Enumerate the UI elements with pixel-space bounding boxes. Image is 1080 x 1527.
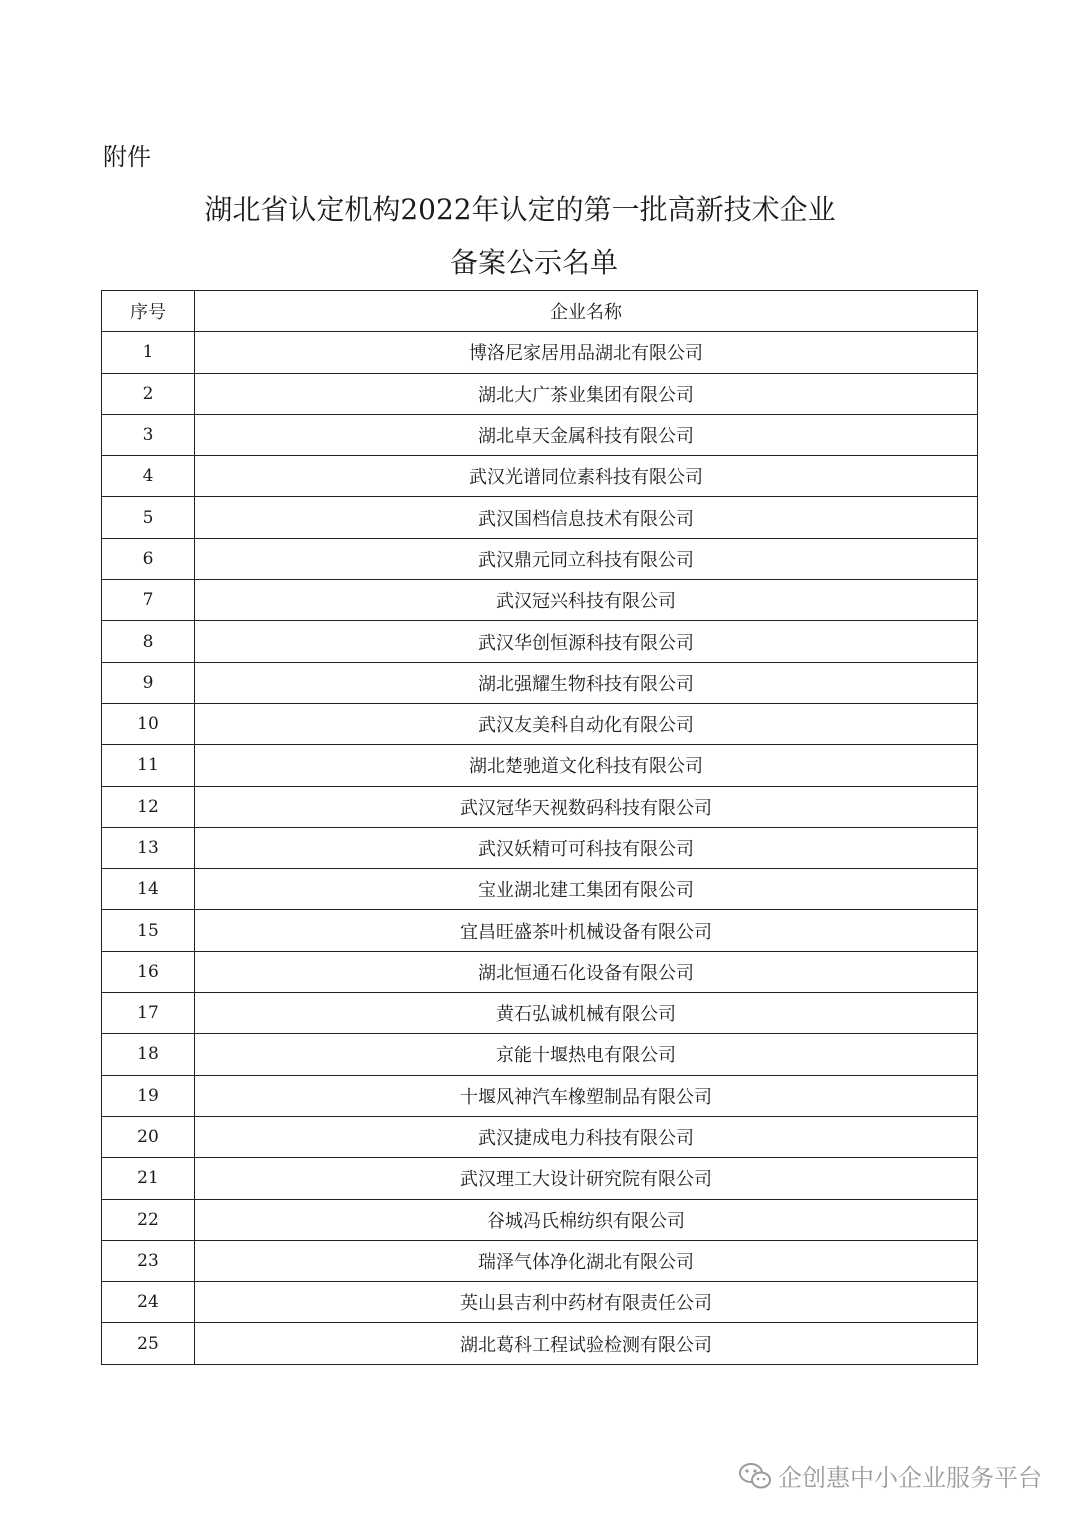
table-row (102, 703, 978, 744)
table-row (102, 1158, 978, 1199)
row-company-name: 武汉捷成电力科技有限公司 (195, 1116, 978, 1157)
row-company-name: 武汉冠华天视数码科技有限公司 (195, 786, 978, 827)
row-index: 11 (102, 745, 195, 786)
row-company-name: 武汉光谱同位素科技有限公司 (195, 456, 978, 497)
watermark-text: 企创惠中小企业服务平台 (778, 1464, 1042, 1492)
table-row (102, 745, 978, 786)
watermark (738, 1458, 1042, 1493)
column-header-name: 企业名称 (195, 291, 978, 332)
table-row (102, 332, 978, 373)
table-row (102, 621, 978, 662)
row-index: 22 (102, 1199, 195, 1240)
table-row (102, 662, 978, 703)
row-index: 4 (102, 456, 195, 497)
row-index: 25 (102, 1323, 195, 1364)
row-company-name: 武汉妖精可可科技有限公司 (195, 827, 978, 868)
row-company-name: 京能十堰热电有限公司 (195, 1034, 978, 1075)
row-index: 8 (102, 621, 195, 662)
row-company-name: 武汉国档信息技术有限公司 (195, 497, 978, 538)
row-index: 13 (102, 827, 195, 868)
table-row (102, 786, 978, 827)
table-row (102, 414, 978, 455)
row-index: 2 (102, 373, 195, 414)
row-company-name: 湖北楚驰道文化科技有限公司 (195, 745, 978, 786)
row-company-name: 湖北卓天金属科技有限公司 (195, 414, 978, 455)
row-index: 9 (102, 662, 195, 703)
row-company-name: 十堰风神汽车橡塑制品有限公司 (195, 1075, 978, 1116)
row-index: 20 (102, 1116, 195, 1157)
wechat-icon (738, 1462, 772, 1490)
attachment-label: 附件 (103, 143, 151, 171)
document-title-line-2: 备案公示名单 (449, 246, 618, 279)
row-index: 16 (102, 951, 195, 992)
table-row (102, 869, 978, 910)
row-index: 17 (102, 993, 195, 1034)
table-row (102, 1282, 978, 1323)
row-index: 24 (102, 1282, 195, 1323)
row-index: 7 (102, 580, 195, 621)
row-index: 18 (102, 1034, 195, 1075)
table-row (102, 373, 978, 414)
row-index: 1 (102, 332, 195, 373)
enterprise-table (101, 290, 978, 1365)
row-company-name: 谷城冯氏棉纺织有限公司 (195, 1199, 978, 1240)
table-row (102, 993, 978, 1034)
table-row (102, 1323, 978, 1364)
table-row (102, 1075, 978, 1116)
row-company-name: 湖北大广茶业集团有限公司 (195, 373, 978, 414)
row-index: 3 (102, 414, 195, 455)
table-header-row (102, 291, 978, 332)
document-title-line-1: 湖北省认定机构2022年认定的第一批高新技术企业 (204, 193, 836, 226)
table-row (102, 1116, 978, 1157)
row-index: 6 (102, 538, 195, 579)
row-company-name: 武汉华创恒源科技有限公司 (195, 621, 978, 662)
row-company-name: 黄石弘诚机械有限公司 (195, 993, 978, 1034)
table-row (102, 1199, 978, 1240)
row-company-name: 武汉友美科自动化有限公司 (195, 703, 978, 744)
table-row (102, 497, 978, 538)
row-index: 23 (102, 1240, 195, 1281)
table-row (102, 1240, 978, 1281)
row-company-name: 湖北葛科工程试验检测有限公司 (195, 1323, 978, 1364)
row-index: 15 (102, 910, 195, 951)
row-index: 12 (102, 786, 195, 827)
row-company-name: 宝业湖北建工集团有限公司 (195, 869, 978, 910)
row-company-name: 博洛尼家居用品湖北有限公司 (195, 332, 978, 373)
table-row (102, 827, 978, 868)
table-body (102, 332, 978, 1364)
table-row (102, 1034, 978, 1075)
row-index: 14 (102, 869, 195, 910)
row-company-name: 湖北强耀生物科技有限公司 (195, 662, 978, 703)
row-index: 10 (102, 703, 195, 744)
table-row (102, 538, 978, 579)
row-company-name: 武汉鼎元同立科技有限公司 (195, 538, 978, 579)
row-company-name: 宜昌旺盛茶叶机械设备有限公司 (195, 910, 978, 951)
table-row (102, 456, 978, 497)
row-index: 21 (102, 1158, 195, 1199)
column-header-index: 序号 (102, 291, 195, 332)
row-index: 5 (102, 497, 195, 538)
row-index: 19 (102, 1075, 195, 1116)
row-company-name: 湖北恒通石化设备有限公司 (195, 951, 978, 992)
row-company-name: 武汉冠兴科技有限公司 (195, 580, 978, 621)
table-row (102, 951, 978, 992)
row-company-name: 英山县吉利中药材有限责任公司 (195, 1282, 978, 1323)
row-company-name: 武汉理工大设计研究院有限公司 (195, 1158, 978, 1199)
table-row (102, 580, 978, 621)
row-company-name: 瑞泽气体净化湖北有限公司 (195, 1240, 978, 1281)
table-row (102, 910, 978, 951)
